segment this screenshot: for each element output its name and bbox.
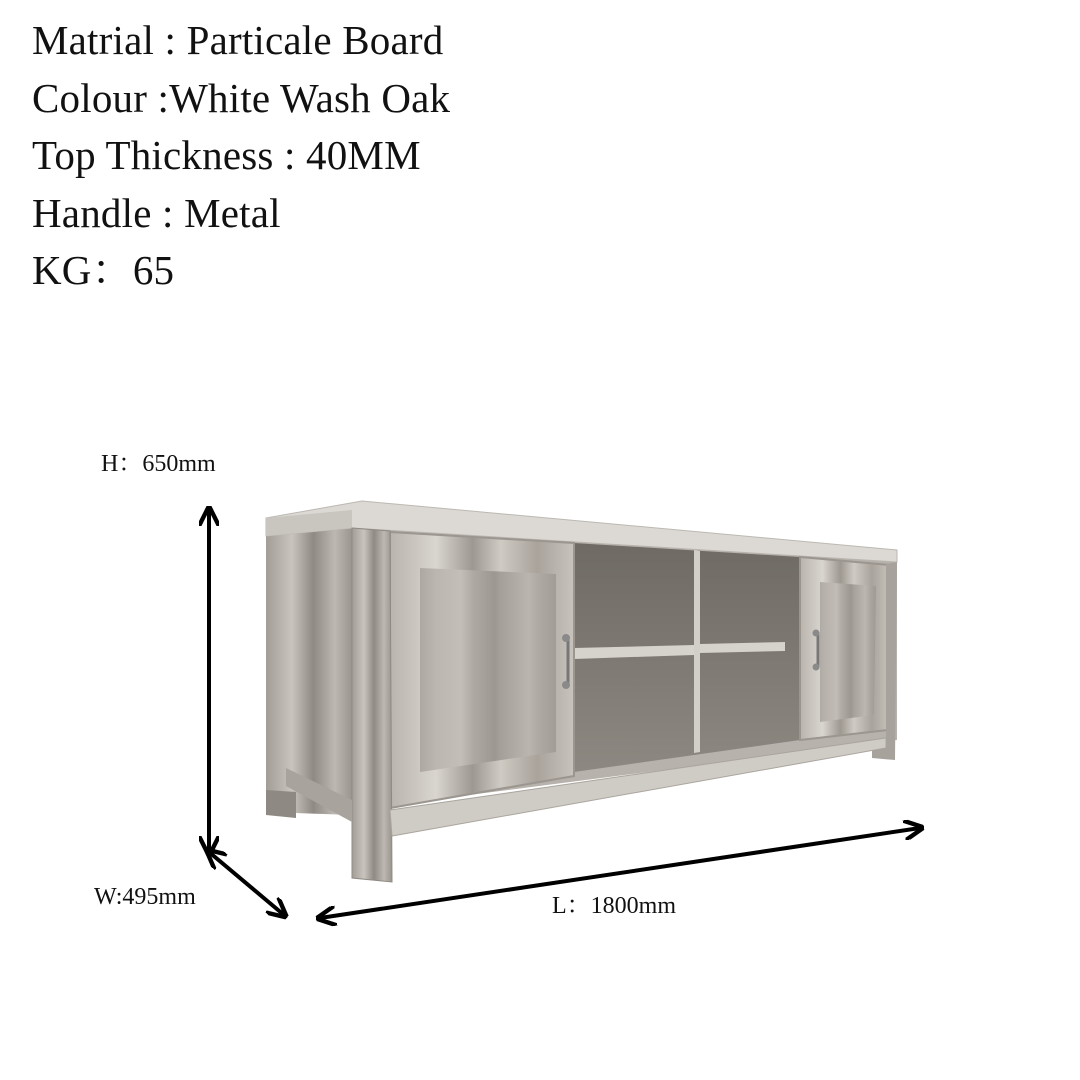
spec-top-thickness: Top Thickness : 40MM <box>32 132 421 178</box>
spec-colour: Colour :White Wash Oak <box>32 74 451 121</box>
width-label: W:495mm <box>94 884 196 910</box>
right-door-panel <box>820 582 876 722</box>
spec-weight: KG：65 <box>32 247 175 293</box>
back-leg <box>266 790 296 818</box>
side-panel <box>266 528 352 815</box>
left-door-panel <box>420 568 556 772</box>
height-label: H：650mm <box>101 451 216 477</box>
cabinet <box>266 501 897 882</box>
spec-handle: Handle : Metal <box>32 189 281 236</box>
width-arrow <box>209 852 284 915</box>
length-label: L：1800mm <box>552 893 676 919</box>
spec-material: Matrial : Particale Board <box>32 17 444 63</box>
front-left-leg <box>352 528 392 882</box>
center-divider <box>694 550 700 753</box>
